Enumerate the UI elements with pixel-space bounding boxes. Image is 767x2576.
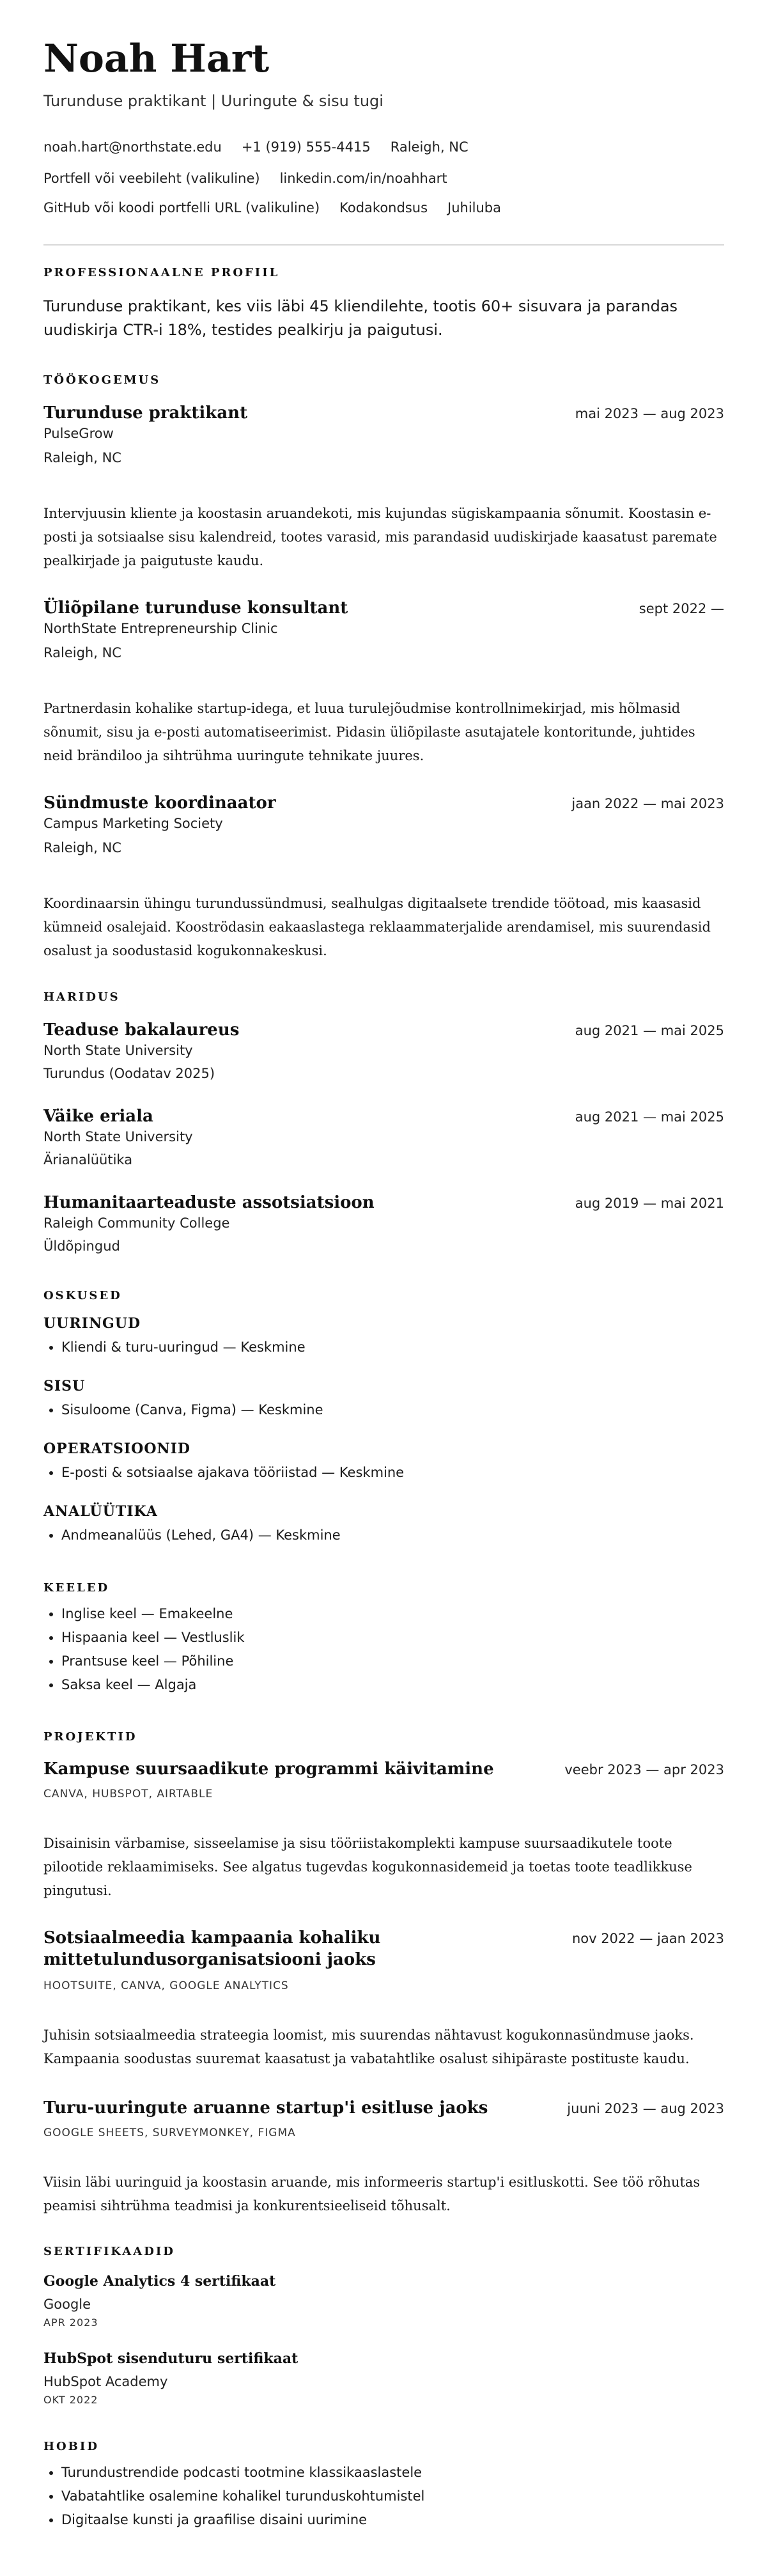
project-item [43,1758,724,1898]
education-item [43,1105,724,1169]
profile-section [43,265,724,342]
section-title-experience-wrap [43,373,724,388]
degree-dates: aug 2021 — mai 2025 [575,1109,724,1125]
section-title-education-wrap [43,990,724,1005]
project-description: Viisin läbi uuringuid ja koostasin aruande, mis informeeris startup'i esitluskotti. See töö rõhutas peamisi sihtrühma teadmisi ja konkurentsieeliseid tõhusalt. [43,2174,701,2213]
project-dates: veebr 2023 — apr 2023 [564,1762,724,1777]
contact-line-2 [43,169,724,187]
skill-item: • Sisuloome (Canva, Figma) — Keskmine [61,1398,724,1422]
degree-title: Teaduse bakalaureus [43,1020,240,1040]
degree-field: Ärianalüütika [43,1152,133,1167]
portfolio-label: Portfell või veebileht (valikuline) [43,171,260,186]
github-label: GitHub või koodi portfelli URL (valikuline) [43,200,320,215]
citizenship-label: Kodakondsus [339,200,428,215]
section-title-certifications: SERTIFIKAADID [43,2245,175,2258]
job-org: NorthState Entrepreneurship Clinic [43,621,278,636]
project-description: Disainisin värbamise, sisseelamise ja sisu tööriistakomplekti kampuse suursaadikutele toote pilootide reklaamimiseks. See algatus tugevdas kogukonnasidemeid ja toetas toote teadlikkuse pingutusi. [43,1836,692,1898]
certification-issuer: HubSpot Academy [43,2374,168,2389]
phone-number: +1 (919) 555-4415 [241,139,371,155]
languages-section [43,1581,724,1697]
certification-date: APR 2023 [43,2316,98,2329]
job-org: PulseGrow [43,426,114,441]
certification-name: Google Analytics 4 sertifikaat [43,2273,276,2290]
location: Raleigh, NC [390,139,469,155]
job-description: Intervjuusin kliente ja koostasin aruandekoti, mis kujundas sügiskampaania sõnumit. Koostasin e-posti ja sotsiaalse sisu kalendreid, tootes varasid, mis parandasid uudiskirjade kaasatust paremate pealkirjade ja paigutuste kaudu. [43,506,717,568]
skill-group [43,1502,724,1547]
project-dates: juuni 2023 — aug 2023 [567,2101,724,2116]
skill-group-name: UURINGUD [43,1315,141,1332]
language-item: • Prantsuse keel — Põhiline [61,1650,724,1673]
job-dates: mai 2023 — aug 2023 [575,406,724,421]
section-title-projects: PROJEKTID [43,1730,137,1744]
job-org: Campus Marketing Society [43,816,223,831]
project-tags: HOOTSUITE, CANVA, GOOGLE ANALYTICS [43,1979,289,1992]
hobby-item: • Digitaalse kunsti ja graafilise disaini uurimine [61,2508,724,2532]
section-title-skills: OSKUSED [43,1289,122,1302]
skill-group-name: ANALÜÜTIKA [43,1503,158,1520]
certification-name: HubSpot sisenduturu sertifikaat [43,2350,298,2367]
candidate-name: Noah Hart [43,36,270,81]
job-title: Turunduse praktikant [43,403,248,423]
project-item [43,2097,724,2213]
linkedin-link[interactable]: linkedin.com/in/noahhart [279,171,447,186]
language-item: • Saksa keel — Algaja [61,1673,724,1697]
section-title-education: HARIDUS [43,990,120,1004]
degree-field: Turundus (Oodatav 2025) [43,1066,215,1081]
project-dates: nov 2022 — jaan 2023 [571,1931,724,1946]
experience-item [43,792,724,958]
profile-summary: Turunduse praktikant, kes viis läbi 45 kliendilehte, tootis 60+ sisuvara ja parandas uudiskirja CTR-i 18%, testides pealkirju ja paigutusi. [43,297,678,339]
project-tags: GOOGLE SHEETS, SURVEYMONKEY, FIGMA [43,2127,296,2139]
job-dates: jaan 2022 — mai 2023 [571,796,724,811]
certification-item [43,2272,724,2330]
project-name: Sotsiaalmeedia kampaania kohaliku mittetulundusorganisatsiooni jaoks [43,1928,381,1969]
hobby-item: • Turundustrendide podcasti tootmine klassikaaslastele [61,2461,724,2485]
language-item: • Inglise keel — Emakeelne [61,1602,724,1626]
section-title-hobbies: HOBID [43,2440,99,2453]
skill-group-name: OPERATSIOONID [43,1440,190,1457]
degree-title: Humanitaarteaduste assotsiatsioon [43,1193,375,1212]
education-item [43,1019,724,1083]
degree-field: Üldõpingud [43,1238,120,1254]
contact-line-3 [43,199,724,217]
section-title-experience: TÖÖKOGEMUS [43,373,161,387]
certification-issuer: Google [43,2297,91,2312]
skill-group [43,1314,724,1359]
certification-date: OKT 2022 [43,2394,98,2406]
experience-item [43,402,724,568]
education-item [43,1192,724,1256]
section-title-projects-wrap [43,1729,724,1745]
project-name: Kampuse suursaadikute programmi käivitamine [43,1760,494,1779]
skill-group [43,1377,724,1422]
degree-dates: aug 2019 — mai 2021 [575,1196,724,1211]
degree-dates: aug 2021 — mai 2025 [575,1023,724,1038]
language-item: • Hispaania keel — Vestluslik [61,1626,724,1650]
hobbies-section [43,2439,724,2532]
job-location: Raleigh, NC [43,450,121,465]
job-title: Sündmuste koordinaator [43,793,276,813]
project-item [43,1927,724,2066]
citizenship-value: Juhiluba [447,200,502,215]
project-tags: CANVA, HUBSPOT, AIRTABLE [43,1788,213,1800]
job-description: Koordinaarsin ühingu turundussündmusi, sealhulgas digitaalsete trendide töötoad, mis kaasasid kümneid osalejaid. Kooströdasin eakaaslastega reklaammaterjalide arendamisel, mis suurendasid osalust ja soodustasid kogukonnakeskusi. [43,896,711,958]
project-name: Turu-uuringute aruanne startup'i esitluse jaoks [43,2098,488,2118]
job-location: Raleigh, NC [43,840,121,855]
degree-title: Väike eriala [43,1107,153,1126]
section-title-languages: KEELED [43,1581,110,1595]
school-name: North State University [43,1129,193,1144]
job-description: Partnerdasin kohalike startup-idega, et luua turulejõudmise kontrollnimekirjad, mis hõlmasid sõnumit, sisu ja e-posti automatiseerimist. Pidasin üliõpilaste asutajatele kontoritunde, juhtides neid brändiloo ja sihtrühma uuringute tehnikate juures. [43,701,695,763]
candidate-headline: Turunduse praktikant | Uuringute & sisu tugi [43,92,384,110]
certification-item [43,2349,724,2408]
job-title: Üliõpilane turunduse konsultant [43,598,348,618]
skill-group-name: SISU [43,1378,86,1394]
school-name: Raleigh Community College [43,1215,230,1231]
email-link[interactable]: noah.hart@northstate.edu [43,139,222,155]
header-divider [43,244,724,246]
job-location: Raleigh, NC [43,645,121,660]
resume-page [0,0,767,246]
project-description: Juhisin sotsiaalmeedia strateegia loomist, mis suurendas nähtavust kogukonnasündmuse jaoks. Kampaania soodustas suuremat kaasatust ja vabatahtlike osalust sihipäraste postituste kaudu. [43,2027,694,2066]
section-title-certifications-wrap [43,2244,724,2260]
skill-group [43,1439,724,1485]
section-title-skills-wrap [43,1288,724,1304]
contact-line-1 [43,138,724,156]
skill-item: • Andmeanalüüs (Lehed, GA4) — Keskmine [61,1524,724,1547]
skill-item: • E-posti & sotsiaalse ajakava tööriistad — Keskmine [61,1461,724,1485]
school-name: North State University [43,1043,193,1058]
hobby-item: • Vabatahtlike osalemine kohalikel turunduskohtumistel [61,2485,724,2508]
job-dates: sept 2022 — [639,601,724,616]
section-title-profile: PROFESSIONAALNE PROFIIL [43,266,280,279]
skill-item: • Kliendi & turu-uuringud — Keskmine [61,1336,724,1359]
experience-item [43,597,724,763]
